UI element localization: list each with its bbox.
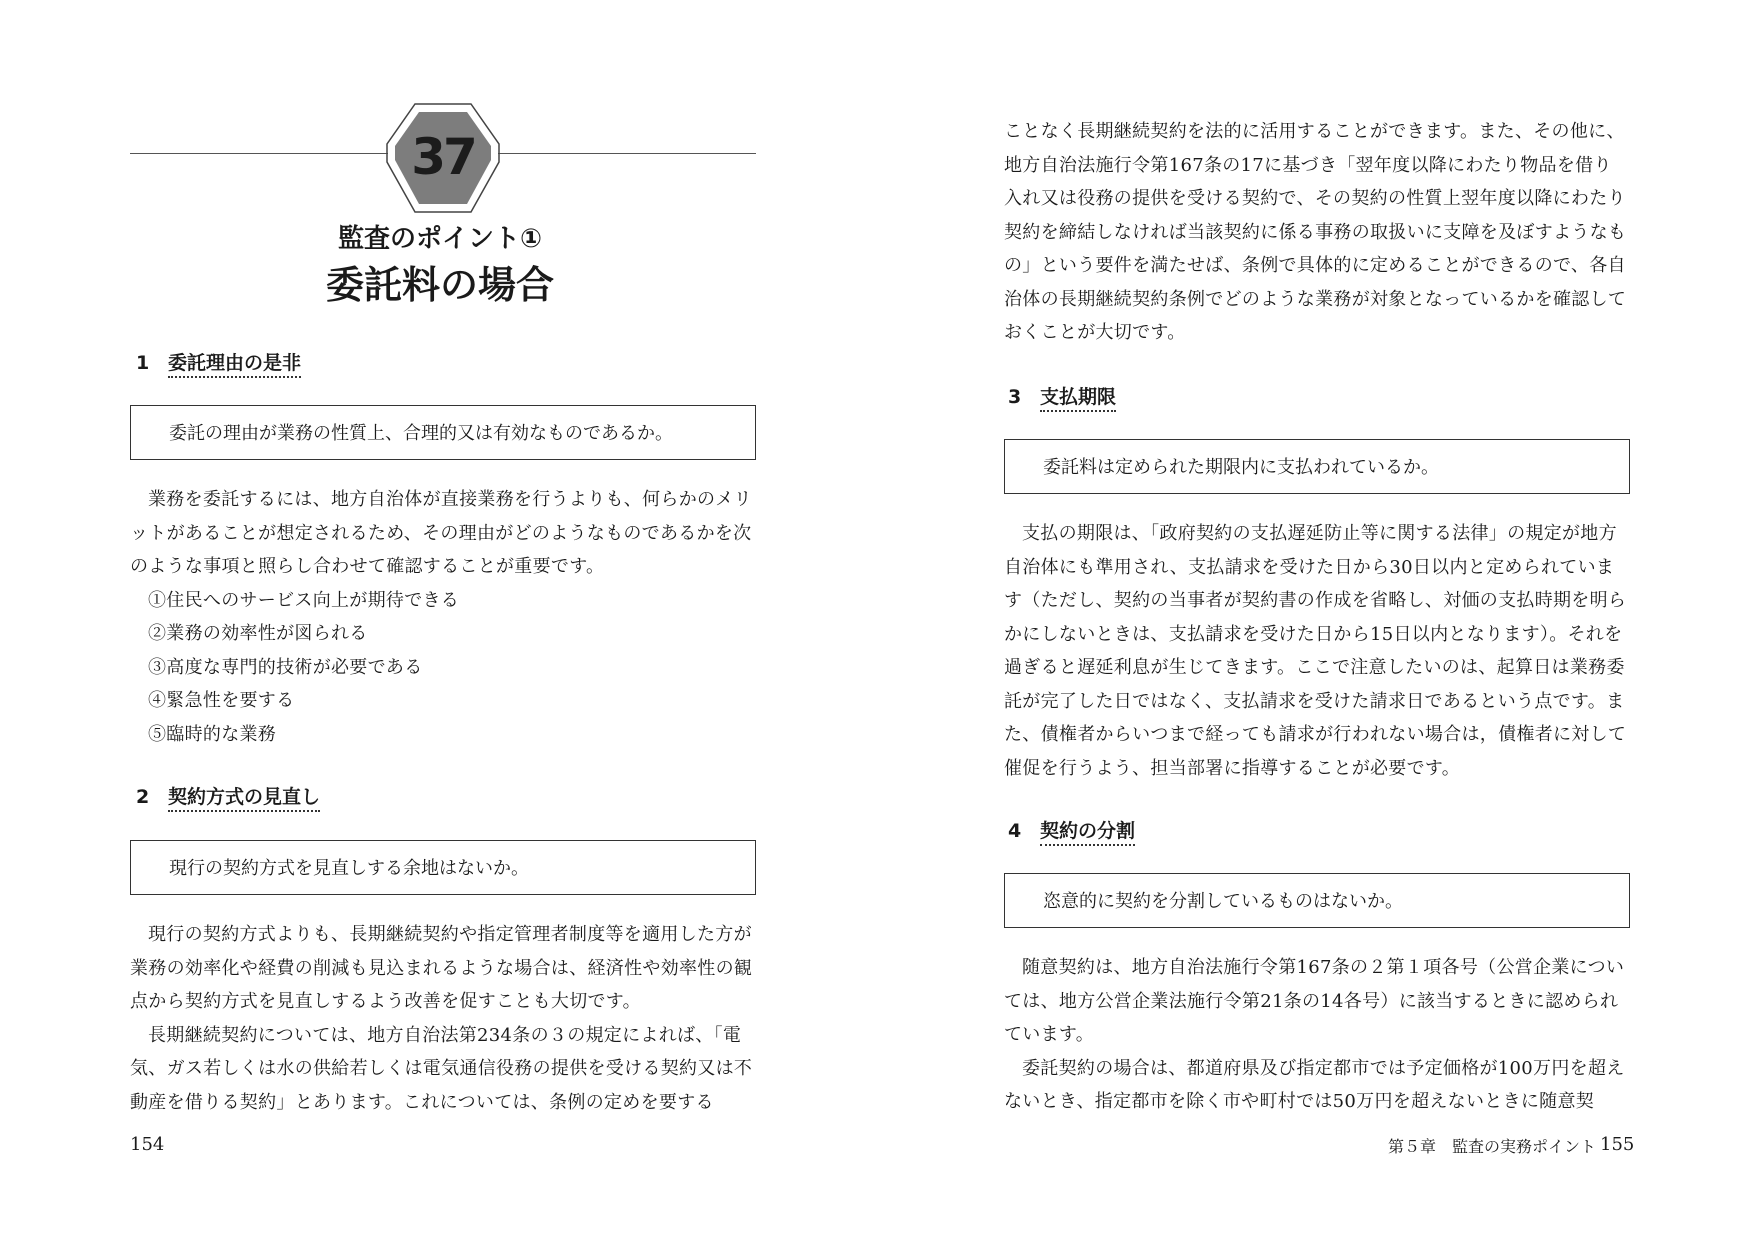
right-page [878,0,1755,1240]
section-number: 2 [136,786,150,808]
section-4-body [1004,951,1630,1119]
section-3-body [1004,517,1630,785]
section-3-heading [1008,382,1116,409]
section-1-heading [136,348,301,375]
section-4-question: 恣意的に契約を分割しているものはないか。 [1004,873,1630,928]
left-page [0,0,877,1240]
section-label: 支払期限 [1040,386,1116,412]
chapter-number: 37 [411,128,475,186]
paragraph: 支払の期限は、「政府契約の支払遅延防止等に関する法律」の規定が地方自治体にも準用され、支払請求を受けた日から30日以内と定められています（ただし、契約の当事者が契約書の作成を省略し、対価の支払時期を明らかにしないときは、支払請求を受けた日から15日以内となります）。それを過ぎると遅延利息が生じてきます。ここで注意したいのは、起算日は業務委託が完了した日ではなく、支払請求を受けた請求日であるという点です。また、債権者からいつまで経っても請求が行われない場合は，債権者に対して催促を行うよう、担当部署に指導することが必要です。 [1004,523,1627,779]
paragraph: 長期継続契約については、地方自治法第234条の３の規定によれば、「電気、ガス若しくは水の供給若しくは電気通信役務の提供を受ける契約又は不動産を借りる契約」とあります。これについては、条例の定めを要する [130,1024,753,1113]
section-label: 契約方式の見直し [168,786,320,812]
section-3-question: 委託料は定められた期限内に支払われているか。 [1004,439,1630,494]
header-rule-right [498,153,756,154]
paragraph: 随意契約は、地方自治法施行令第167条の２第１項各号（公営企業については、地方公営企業法施行令第21条の14各号）に該当するときに認められています。 [1004,957,1625,1045]
list-item: ③高度な専門的技術が必要である [148,656,423,678]
list-item: ④緊急性を要する [148,690,295,711]
paragraph: ことなく長期継続契約を法的に活用することができます。また、その他に、地方自治法施行令第167条の17に基づき「翌年度以降にわたり物品を借り入れ又は役務の提供を受ける契約で、その契約の性質上翌年度以降にわたり契約を締結しなければ当該契約に係る事務の取扱いに支障を及ぼすようなもの」という要件を満たせば、条例で具体的に定めることができるので、各自治体の長期継続契約条例でどのような業務が対象となっているかを確認しておくことが大切です。 [1004,121,1627,343]
list-item: ①住民へのサービス向上が期待できる [148,589,460,611]
section-number: 1 [136,352,150,374]
list-item: ②業務の効率性が図られる [148,623,368,644]
page-number-right: 155 [1600,1134,1635,1155]
paragraph: 現行の契約方式よりも、長期継続契約や指定管理者制度等を適用した方が業務の効率化や経費の削減も見込まれるような場合は、経済性や効率性の観点から契約方式を見直しするよう改善を促すことも大切です。 [130,924,753,1012]
section-number: 3 [1008,386,1022,408]
chapter-badge [385,102,501,214]
section-1-question: 委託の理由が業務の性質上、合理的又は有効なものであるか。 [130,405,756,460]
header-rule-left [130,153,388,154]
section-1-body [130,483,756,751]
section-label: 委託理由の是非 [168,352,301,378]
chapter-subtitle: 監査のポイント① [337,224,542,254]
section-number: 4 [1008,820,1022,842]
running-head: 第５章 監査の実務ポイント [1388,1137,1597,1156]
paragraph: 委託契約の場合は、都道府県及び指定都市では予定価格が100万円を超えないとき、指定都市を除く市や町村では50万円を超えないときに随意契 [1004,1057,1625,1112]
list-item: ⑤臨時的な業務 [148,723,277,745]
continuation-body [1004,115,1630,350]
section-2-question: 現行の契約方式を見直しする余地はないか。 [130,840,756,895]
section-label: 契約の分割 [1040,820,1135,846]
chapter-title: 委託料の場合 [325,263,554,307]
page-number-left: 154 [130,1134,165,1155]
section-2-heading [136,782,320,809]
paragraph: 業務を委託するには、地方自治体が直接業務を行うよりも、何らかのメリットがあることが想定されるため、その理由がどのようなものであるかを次のような事項と照らし合わせて確認することが重要です。 [130,489,752,577]
section-2-body [130,918,756,1119]
section-4-heading [1008,816,1135,843]
